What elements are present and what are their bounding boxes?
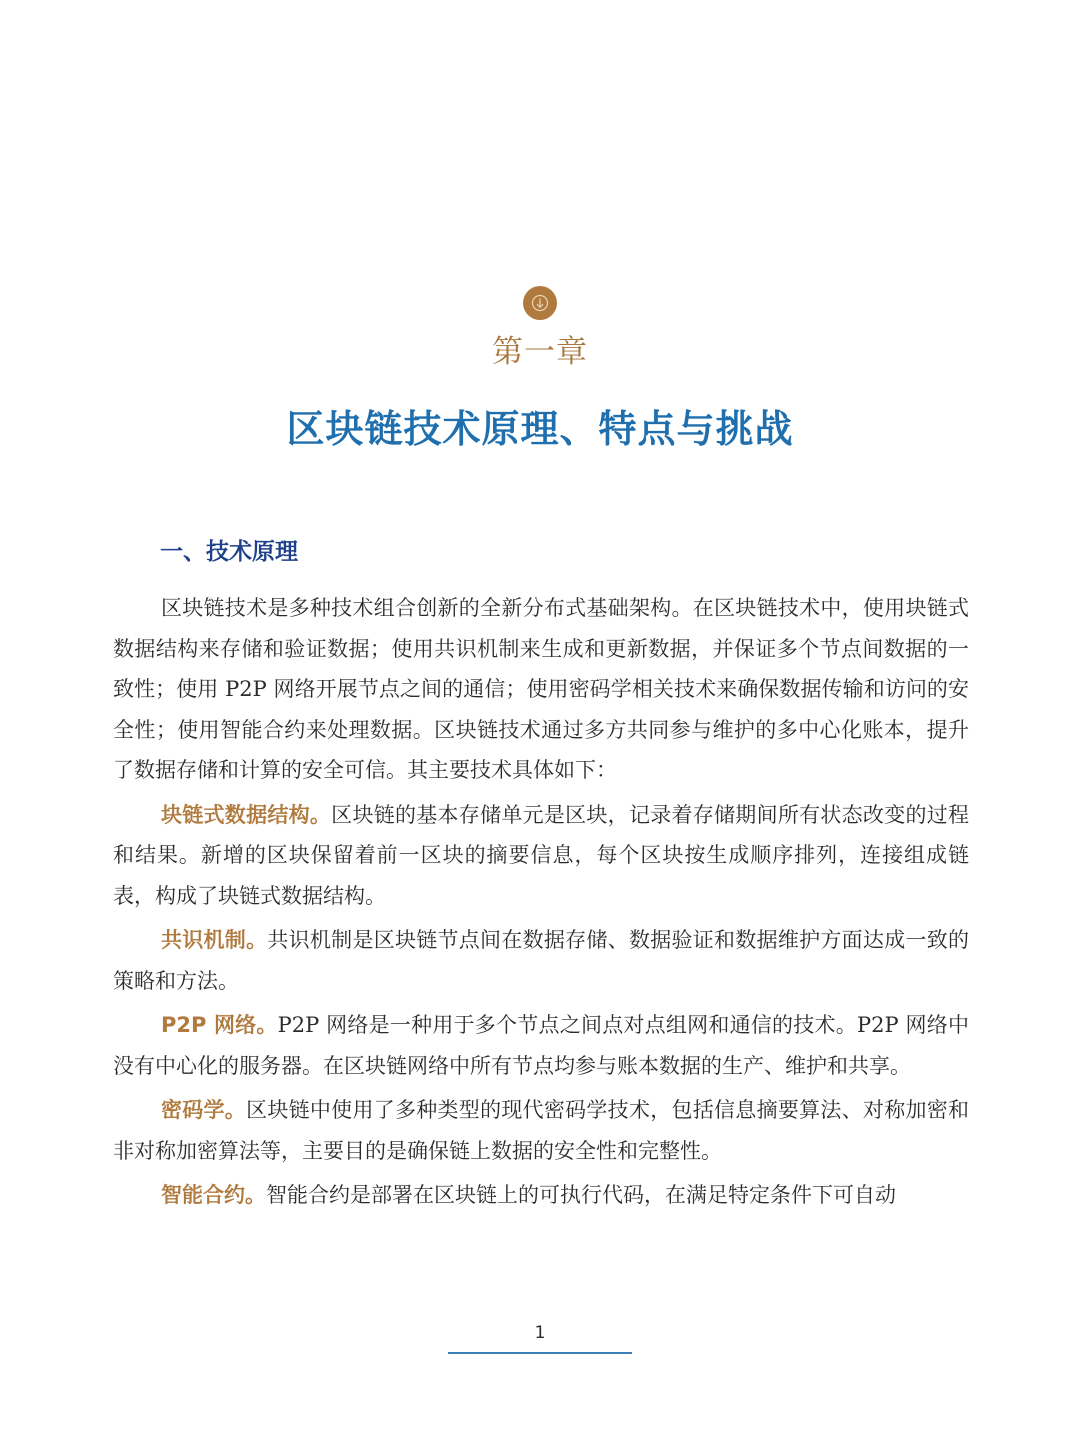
p2p-term: P2P 网络。 — [161, 1013, 278, 1037]
cryptography-text: 区块链中使用了多种类型的现代密码学技术，包括信息摘要算法、对称加密和非对称加密算法等，主要目的是确保链上数据的安全性和完整性。 — [113, 1098, 970, 1163]
intro-paragraph: 区块链技术是多种技术组合创新的全新分布式基础架构。在区块链技术中，使用块链式数据结构来存储和验证数据；使用共识机制来生成和更新数据，并保证多个节点间数据的一致性；使用 P2P 网络开展节点之间的通信；使用密码学相关技术来确保数据传输和访问的安全性；使用智能合约来处理数据。区块链技术通过多方共同参与维护的多中心化账本，提升了数据存储和计算的安全可信。其主要技术具体如下： — [113, 596, 969, 782]
section-heading: 一、技术原理 — [160, 539, 298, 565]
page-number: 1 — [534, 1323, 546, 1343]
chapter-label: 第一章 — [492, 334, 588, 370]
smart-contract-term: 智能合约。 — [161, 1183, 266, 1207]
smart-contract-paragraph — [113, 1175, 969, 1216]
p2p-paragraph — [113, 1005, 969, 1086]
chapter-title: 区块链技术原理、特点与挑战 — [286, 407, 794, 451]
p2p-text: P2P 网络是一种用于多个节点之间点对点组网和通信的技术。P2P 网络中没有中心化的服务器。在区块链网络中所有节点均参与账本数据的生产、维护和共享。 — [113, 1013, 969, 1078]
consensus-text: 共识机制是区块链节点间在数据存储、数据验证和数据维护方面达成一致的策略和方法。 — [113, 928, 970, 993]
block-structure-term: 块链式数据结构。 — [161, 802, 332, 827]
block-structure-text: 区块链的基本存储单元是区块，记录着存储期间所有状态改变的过程和结果。新增的区块保留着前一区块的摘要信息，每个区块按生成顺序排列，连接组成链表，构成了块链式数据结构。 — [113, 802, 970, 908]
down-arrow-circle-icon — [523, 286, 557, 320]
footer-divider — [448, 1352, 632, 1354]
body-text — [113, 588, 969, 1220]
cryptography-term: 密码学。 — [161, 1098, 247, 1122]
consensus-paragraph — [113, 920, 969, 1001]
cryptography-paragraph — [113, 1090, 969, 1171]
smart-contract-text: 智能合约是部署在区块链上的可执行代码，在满足特定条件下可自动 — [266, 1183, 896, 1207]
consensus-term: 共识机制。 — [161, 928, 268, 952]
block-structure-paragraph — [113, 795, 969, 917]
